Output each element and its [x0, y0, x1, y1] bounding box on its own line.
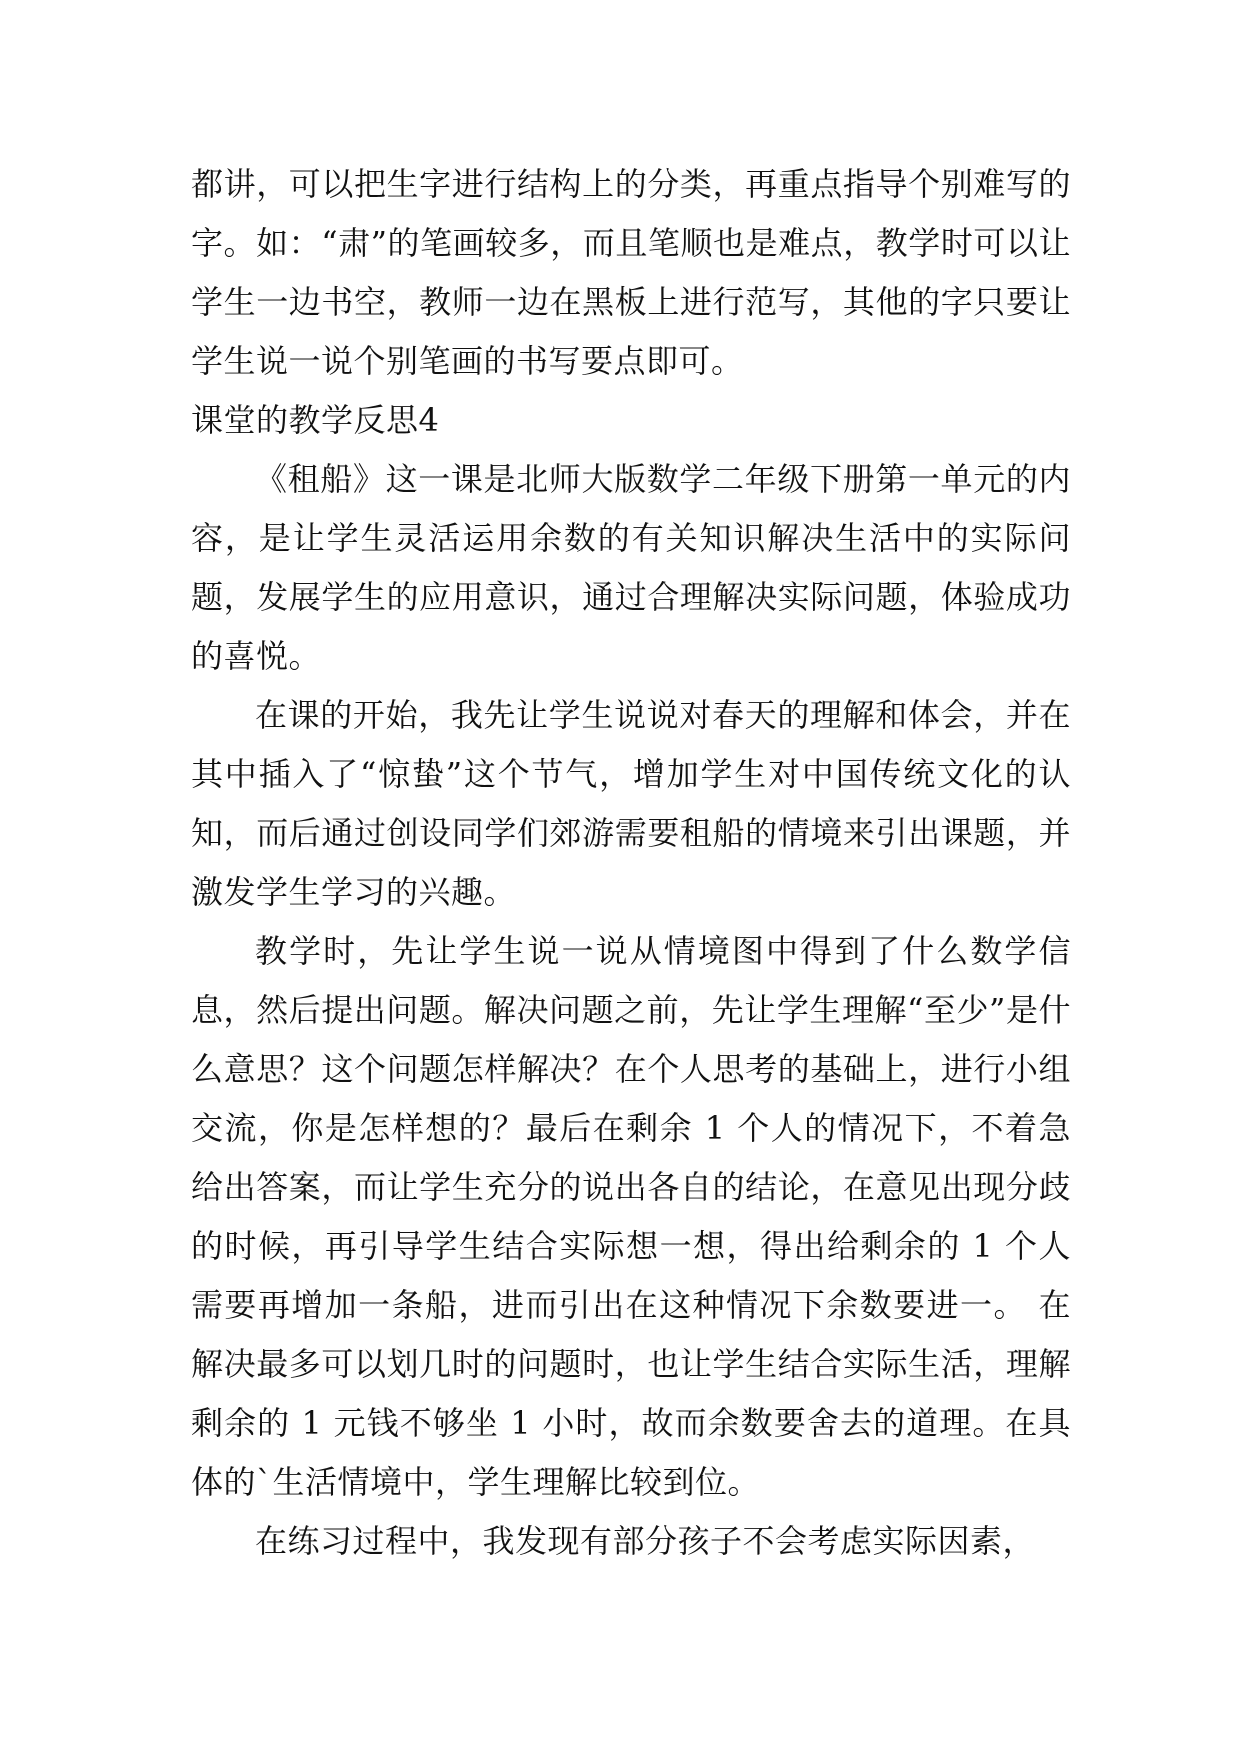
section-title: 课堂的教学反思4	[191, 401, 440, 439]
carryover-paragraph: 都讲，可以把生字进行结构上的分类，再重点指导个别难写的字。如：“肃”的笔画较多，而且笔顺也是难点，教学时可以让学生一边书空，教师一边在黑板上进行范写，其他的字只要让学生说一说个别笔画的书写要点即可。	[191, 165, 1071, 380]
paragraph-4: 在练习过程中，我发现有部分孩子不会考虑实际因素，	[255, 1522, 1036, 1560]
paragraph-1: 《租船》这一课是北师大版数学二年级下册第一单元的内容，是让学生灵活运用余数的有关知识解决生活中的实际问题，发展学生的应用意识，通过合理解决实际问题，体验成功的喜悦。	[191, 460, 1071, 675]
paragraph-3: 教学时，先让学生说一说从情境图中得到了什么数学信息，然后提出问题。解决问题之前，先让学生理解“至少”是什么意思？这个问题怎样解决？在个人思考的基础上，进行小组交流，你是怎样想的？最后在剩余 1 个人的情况下，不着急给出答案，而让学生充分的说出各自的结论，在意见出现分歧的时候，再引导学生结合实际想一想，得出给剩余的 1 个人需要再增加一条船，进而引出在这种情况下余数要进一。 在解决最多可以划几时的问题时，也让学生结合实际生活，理解剩余的 1 元钱不够坐 1 小时，故而余数要舍去的道理。在具体的`生活情境中，学生理解比较到位。	[191, 932, 1071, 1501]
document-body	[191, 155, 1071, 1571]
paragraph-2: 在课的开始，我先让学生说说对春天的理解和体会，并在其中插入了“惊蛰”这个节气，增加学生对中国传统文化的认知，而后通过创设同学们郊游需要租船的情境来引出课题，并激发学生学习的兴趣。	[191, 696, 1071, 911]
